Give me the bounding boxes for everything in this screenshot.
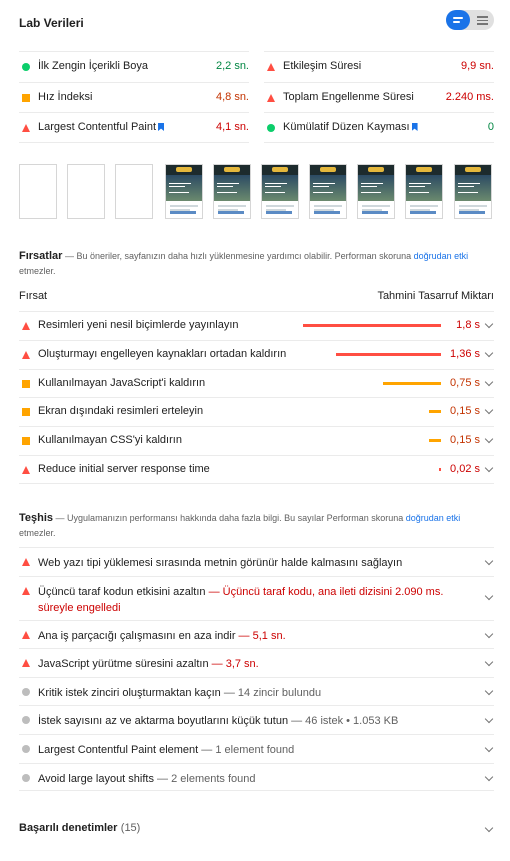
diagnostic-detail: — 1 element found — [201, 744, 295, 756]
chevron-down-icon[interactable] — [485, 591, 493, 599]
diagnostics-desc: — Uygulamanızın performansı hakkında daha fazla bilgi. Bu sayılar Performan skoruna — [55, 513, 404, 523]
passed-audits-count: (15) — [120, 822, 141, 834]
pass-circle-icon — [22, 63, 30, 71]
passed-audits-title: Başarılı denetimler — [19, 822, 118, 834]
chevron-down-icon[interactable] — [485, 464, 493, 472]
bookmark-icon — [158, 123, 164, 131]
diagnostic-row[interactable] — [19, 677, 494, 706]
diagnostic-row[interactable] — [19, 576, 494, 620]
filmstrip-frame-screenshot — [213, 164, 251, 219]
filmstrip-frame-screenshot — [165, 164, 203, 219]
metric-label: Toplam Engellenme Süresi — [283, 90, 414, 103]
metric-lcp — [19, 112, 249, 143]
chevron-down-icon[interactable] — [485, 349, 493, 357]
fail-triangle-icon — [22, 558, 30, 566]
chevron-down-icon[interactable] — [485, 715, 493, 723]
filmstrip-frame-screenshot — [405, 164, 443, 219]
diagnostic-text — [38, 713, 472, 729]
opportunity-label: Oluşturmayı engelleyen kaynakları ortadan kaldırın — [38, 347, 287, 360]
average-square-icon — [22, 94, 30, 102]
diagnostic-text — [38, 656, 472, 672]
opportunity-label: Ekran dışındaki resimleri erteleyin — [38, 405, 204, 418]
info-circle-icon — [22, 774, 30, 782]
diagnostic-row[interactable] — [19, 648, 494, 677]
metric-label: Hız İndeksi — [38, 90, 93, 103]
opportunities-desc: — Bu öneriler, sayfanızın daha hızlı yüklenmesine yardımcı olabilir. Performan skoruna — [64, 251, 412, 261]
diagnostics-list — [19, 547, 494, 791]
opportunity-label: Kullanılmayan JavaScript'i kaldırın — [38, 376, 206, 389]
metric-fcp — [19, 51, 249, 82]
opportunity-row[interactable] — [19, 426, 494, 455]
info-circle-icon — [22, 716, 30, 724]
direct-impact-link[interactable]: doğrudan etki — [405, 513, 461, 523]
diagnostic-detail: — 5,1 sn. — [238, 629, 286, 642]
chevron-down-icon[interactable] — [485, 377, 493, 385]
opportunity-row[interactable] — [19, 369, 494, 398]
metric-value: 9,9 sn. — [460, 60, 494, 72]
savings-bar — [383, 382, 441, 385]
opportunity-row[interactable] — [19, 397, 494, 426]
fail-triangle-icon — [22, 587, 30, 595]
diagnostic-label: Ana iş parçacığı çalışmasını en aza indir — [38, 629, 236, 642]
metrics-right-column — [264, 51, 494, 143]
diagnostic-text — [38, 555, 472, 571]
diagnostic-label: Kritik istek zinciri oluşturmaktan kaçın — [38, 686, 221, 699]
filmstrip-frame-blank — [19, 164, 57, 219]
savings-bar — [336, 353, 441, 356]
savings-value: 0,75 s — [450, 376, 480, 389]
diagnostic-label: İstek sayısını az ve aktarma boyutlarını küçük tutun — [38, 715, 289, 727]
info-circle-icon — [22, 745, 30, 753]
diagnostic-label: Largest Contentful Paint element — [38, 744, 199, 756]
diagnostic-row[interactable] — [19, 763, 494, 792]
diagnostic-label: Avoid large layout shifts — [38, 772, 154, 785]
direct-impact-link[interactable]: doğrudan etki — [413, 251, 469, 261]
view-toggle[interactable] — [446, 10, 494, 30]
savings-bar — [429, 439, 441, 442]
metrics-left-column — [19, 51, 249, 143]
fail-triangle-icon — [267, 63, 275, 71]
diagnostic-label: Üçüncü taraf kodun etkisini azaltın — [38, 585, 206, 598]
diagnostic-label: JavaScript yürütme süresini azaltın — [38, 658, 209, 670]
passed-audits[interactable] — [19, 820, 494, 840]
chevron-down-icon[interactable] — [485, 744, 493, 752]
metric-tbt — [264, 82, 494, 113]
metric-value: 4,8 sn. — [215, 90, 249, 103]
pass-circle-icon — [267, 124, 275, 132]
bookmark-icon — [412, 123, 418, 131]
opportunity-row[interactable] — [19, 340, 494, 369]
savings-value: 1,36 s — [450, 347, 480, 360]
opportunity-row[interactable] — [19, 455, 494, 484]
diagnostic-text — [38, 771, 472, 787]
chevron-down-icon[interactable] — [485, 686, 493, 694]
diagnostic-detail: — 3,7 sn. — [211, 658, 259, 670]
filmstrip-frame-screenshot — [261, 164, 299, 219]
diagnostic-detail: — Üçüncü taraf kodu, ana ileti dizisini 2.090 ms. süreyle engelledi — [38, 585, 444, 614]
chevron-down-icon[interactable] — [485, 658, 493, 666]
diagnostic-text — [38, 685, 472, 701]
diagnostic-row[interactable] — [19, 734, 494, 763]
filmstrip-frame-screenshot — [357, 164, 395, 219]
lab-data-title: Lab Verileri — [19, 16, 84, 30]
savings-bar — [303, 324, 441, 327]
list-view-icon[interactable] — [446, 10, 470, 30]
fail-triangle-icon — [22, 466, 30, 474]
filmstrip-frame-screenshot — [309, 164, 347, 219]
savings-bar — [439, 468, 441, 471]
diagnostic-detail: — 14 zincir bulundu — [223, 686, 322, 699]
savings-value: 0,15 s — [450, 434, 480, 447]
diagnostic-text — [38, 584, 472, 616]
metric-speed-index — [19, 82, 249, 113]
diagnostic-row[interactable] — [19, 547, 494, 576]
metric-tti — [264, 51, 494, 82]
savings-bar — [429, 410, 441, 413]
opportunity-label: Reduce initial server response time — [38, 462, 210, 475]
savings-value: 0,15 s — [450, 405, 480, 418]
fail-triangle-icon — [267, 94, 275, 102]
average-square-icon — [22, 380, 30, 388]
metric-value: 2,2 sn. — [215, 60, 249, 72]
fail-triangle-icon — [22, 631, 30, 639]
diagnostic-label: Web yazı tipi yüklemesi sırasında metnin görünür halde kalmasını sağlayın — [38, 557, 403, 569]
fail-triangle-icon — [22, 124, 30, 132]
metric-label-with-bookmark — [38, 121, 164, 133]
opportunities-title: Fırsatlar — [19, 250, 63, 262]
diagnostics-header — [19, 511, 494, 541]
diagnostic-detail: — 2 elements found — [157, 772, 256, 785]
chevron-down-icon[interactable] — [485, 772, 493, 780]
opportunity-label: Resimleri yeni nesil biçimlerde yayınlayın — [38, 319, 239, 331]
savings-value: 1,8 s — [456, 319, 480, 331]
diagnostic-row[interactable] — [19, 620, 494, 649]
filmstrip — [19, 164, 494, 219]
opportunities-list — [19, 311, 494, 484]
chevron-down-icon[interactable] — [485, 824, 493, 832]
chevron-down-icon[interactable] — [485, 557, 493, 565]
metric-label-with-bookmark — [283, 121, 418, 133]
fail-triangle-icon — [22, 322, 30, 330]
diagnostic-text — [38, 628, 472, 644]
metric-label: İlk Zengin İçerikli Boya — [38, 60, 149, 72]
chevron-down-icon[interactable] — [485, 320, 493, 328]
diagnostics-title: Teşhis — [19, 512, 54, 524]
fail-triangle-icon — [22, 659, 30, 667]
average-square-icon — [22, 408, 30, 416]
diagnostic-row[interactable] — [19, 705, 494, 734]
average-square-icon — [22, 437, 30, 445]
column-estimated-savings: Tahmini Tasarruf Miktarı — [377, 290, 494, 302]
filmstrip-frame-blank — [115, 164, 153, 219]
diagnostics-desc-suffix: etmezler. — [19, 528, 56, 538]
savings-value: 0,02 s — [450, 462, 480, 475]
diagnostic-text — [38, 742, 472, 758]
metric-value: 4,1 sn. — [215, 121, 249, 133]
metric-label: Largest Contentful Paint — [38, 121, 157, 133]
metric-label: Etkileşim Süresi — [283, 60, 362, 72]
chevron-down-icon[interactable] — [485, 435, 493, 443]
filmstrip-frame-blank — [67, 164, 105, 219]
diagnostic-detail: — 46 istek • 1.053 KB — [291, 715, 399, 727]
chevron-down-icon[interactable] — [485, 406, 493, 414]
opportunities-desc-suffix: etmezler. — [19, 266, 56, 276]
opportunities-column-header — [19, 290, 494, 308]
opportunity-row[interactable] — [19, 311, 494, 340]
filmstrip-frame-screenshot — [454, 164, 492, 219]
info-circle-icon — [22, 688, 30, 696]
metric-value: 0 — [487, 121, 494, 133]
metric-value: 2.240 ms. — [445, 90, 494, 103]
lab-data-header — [19, 10, 494, 36]
fail-triangle-icon — [22, 351, 30, 359]
opportunity-label: Kullanılmayan CSS'yi kaldırın — [38, 434, 182, 447]
metric-cls — [264, 112, 494, 143]
column-opportunity: Fırsat — [19, 290, 48, 302]
metric-label: Kümülatif Düzen Kayması — [283, 121, 410, 133]
chevron-down-icon[interactable] — [485, 629, 493, 637]
opportunities-header — [19, 249, 494, 279]
